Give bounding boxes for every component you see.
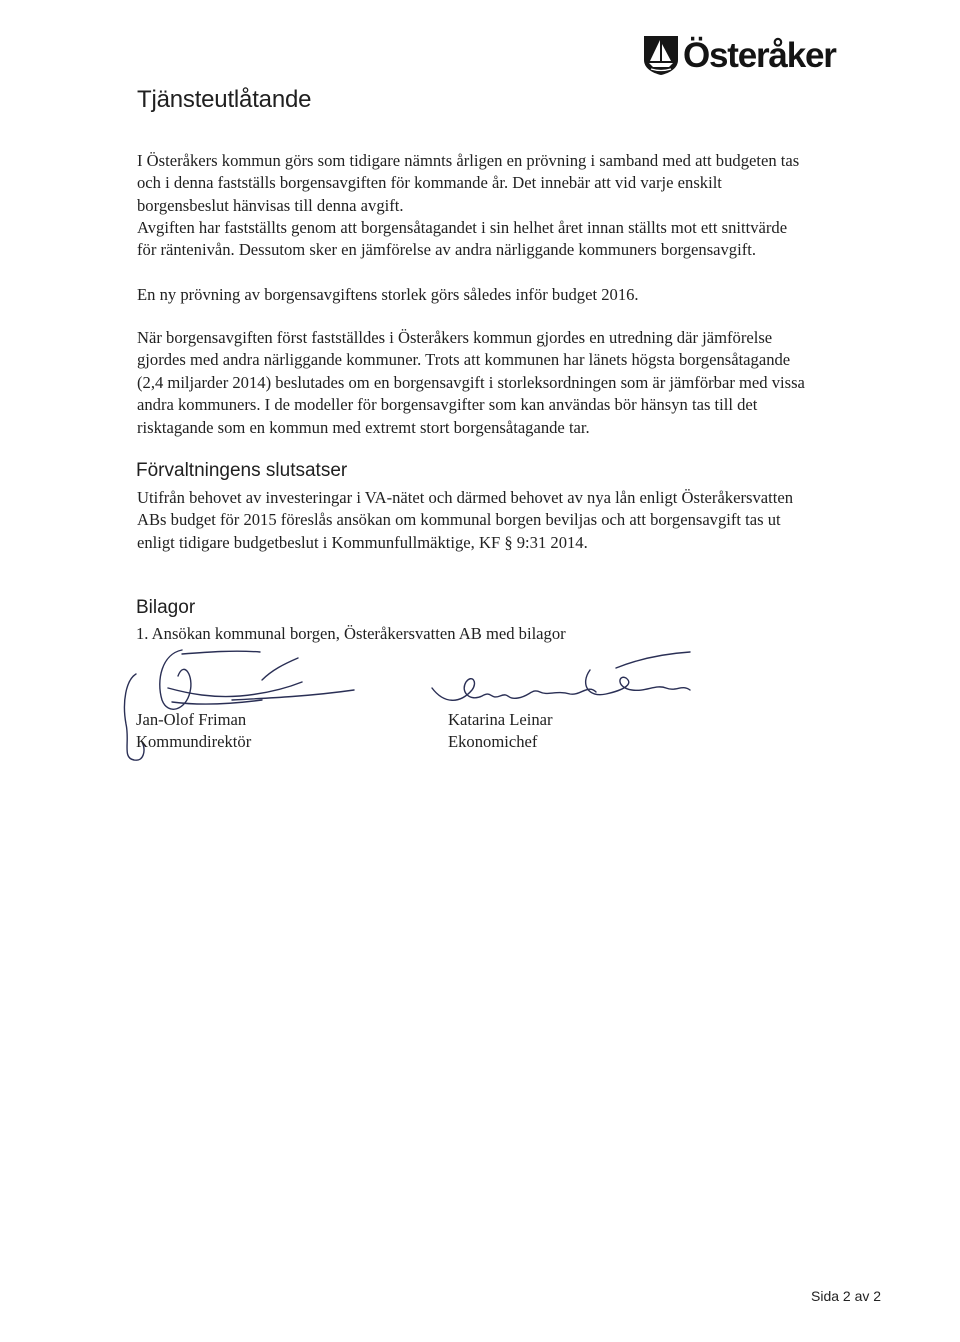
text-line: andra kommuners. I de modeller för borgensavgifter som kan användas bör hänsyn tas till det: [137, 395, 758, 415]
text-line: risktagande som en kommun med extremt stort borgensåtagande tar.: [137, 417, 590, 437]
municipality-logo: [642, 34, 836, 76]
signatory-role: Kommundirektör: [136, 732, 252, 751]
signatory-role: Ekonomichef: [448, 732, 538, 751]
handwritten-signature-right: [420, 640, 700, 720]
text-line: och i denna fastställs borgensavgiften för kommande år. Det innebär att vid varje enskilt: [137, 173, 722, 193]
paragraph-new-review: [137, 284, 882, 306]
paragraph-history: [137, 327, 882, 439]
signatory-name: Jan-Olof Friman: [136, 710, 247, 729]
text-line: (2,4 miljarder 2014) beslutades om en borgensavgift i storleksordningen som är jämförbar med vissa: [137, 372, 805, 392]
sailboat-emblem-icon: [642, 34, 680, 76]
signature-block-right: [448, 709, 553, 753]
section-heading-attachments: Bilagor: [136, 597, 196, 618]
text-line: En ny prövning av borgensavgiftens storlek görs således inför budget 2016.: [137, 285, 639, 304]
attachment-item: 1. Ansökan kommunal borgen, Österåkersvatten AB med bilagor: [136, 624, 566, 643]
text-line: När borgensavgiften först fastställdes i Österåkers kommun gjordes en utredning där jämförelse: [137, 328, 773, 347]
text-line: Avgiften har fastställts genom att borgensåtagandet i sin helhet året innan ställts mot ett snittvärde: [137, 218, 788, 237]
text-line: enligt tidigare budgetbeslut i Kommunfullmäktige, KF § 9:31 2014.: [137, 532, 588, 552]
signatory-name: Katarina Leinar: [448, 710, 553, 729]
logo-wordmark: Österåker: [683, 35, 836, 75]
text-line: för räntenivån. Dessutom sker en jämförelse av andra närliggande kommuners borgensavgift.: [137, 240, 757, 260]
paragraph-fee-basis: [137, 217, 882, 262]
text-line: borgensbeslut hänvisas till denna avgift.: [137, 195, 404, 215]
paragraph-annual-review: [137, 150, 882, 217]
paragraph-conclusions: [137, 487, 882, 554]
text-line: I Österåkers kommun görs som tidigare nämnts årligen en prövning i samband med att budgeten tas: [137, 151, 800, 170]
text-line: gjordes med andra närliggande kommuner. Trots att kommunen har länets högsta borgensåtagande: [137, 350, 791, 370]
document-title: Tjänsteutlåtande: [137, 86, 312, 113]
page-number: Sida 2 av 2: [811, 1288, 882, 1304]
section-heading-conclusions: Förvaltningens slutsatser: [136, 460, 348, 481]
text-line: Utifrån behovet av investeringar i VA-nätet och därmed behovet av nya lån enligt Österåkersvatten: [137, 488, 793, 507]
text-line: ABs budget för 2015 föreslås ansökan om kommunal borgen beviljas och att borgensavgift tas ut: [137, 510, 781, 530]
signature-block-left: [136, 709, 251, 753]
